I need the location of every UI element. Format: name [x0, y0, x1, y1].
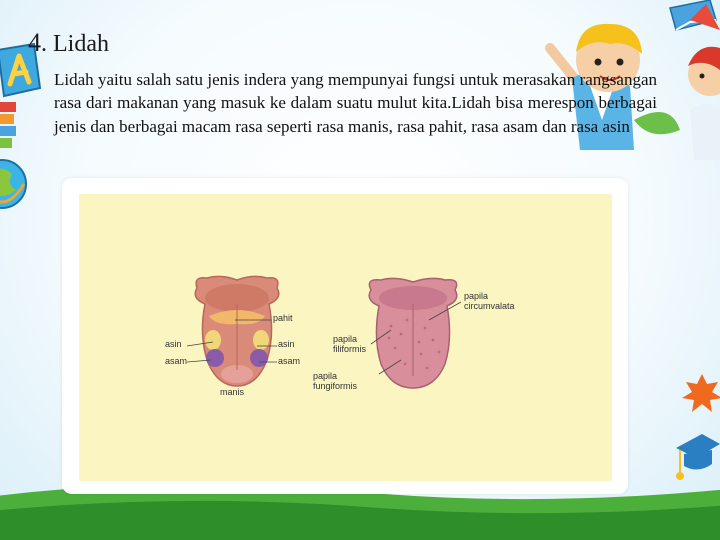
- label-asam-left: asam: [165, 356, 188, 366]
- label-asam-right: asam: [278, 356, 301, 366]
- label-papila-filiformis: papila filiformis: [333, 334, 366, 354]
- label-papila-circumvalata: papila circumvalata: [464, 291, 515, 311]
- label-pahit: pahit: [273, 313, 293, 323]
- slide-paragraph: Lidah yaitu salah satu jenis indera yang mempunyai fungsi untuk merasakan rangsangan rasa dari makanan yang masuk ke dalam suatu mulut kita.Lidah bisa merespon berbagai jenis dan berbagai macam rasa seperti rasa manis, rasa pahit, rasa asam dan rasa asin: [54, 70, 657, 136]
- tongue-figure: [79, 194, 612, 481]
- schoolgirl-icon: [680, 40, 720, 160]
- label-asin-right: asin: [278, 339, 295, 349]
- books-icon: [0, 98, 20, 150]
- label-manis: manis: [220, 387, 245, 397]
- title-text: . Lidah: [41, 31, 109, 57]
- globe-icon: [0, 150, 30, 222]
- autumn-leaf-icon: [682, 372, 720, 414]
- label-asin-left: asin: [165, 339, 182, 349]
- label-papila-fungiformis: papila fungiformis: [313, 371, 358, 391]
- slide-title: [28, 28, 109, 58]
- title-number: 4: [28, 28, 41, 57]
